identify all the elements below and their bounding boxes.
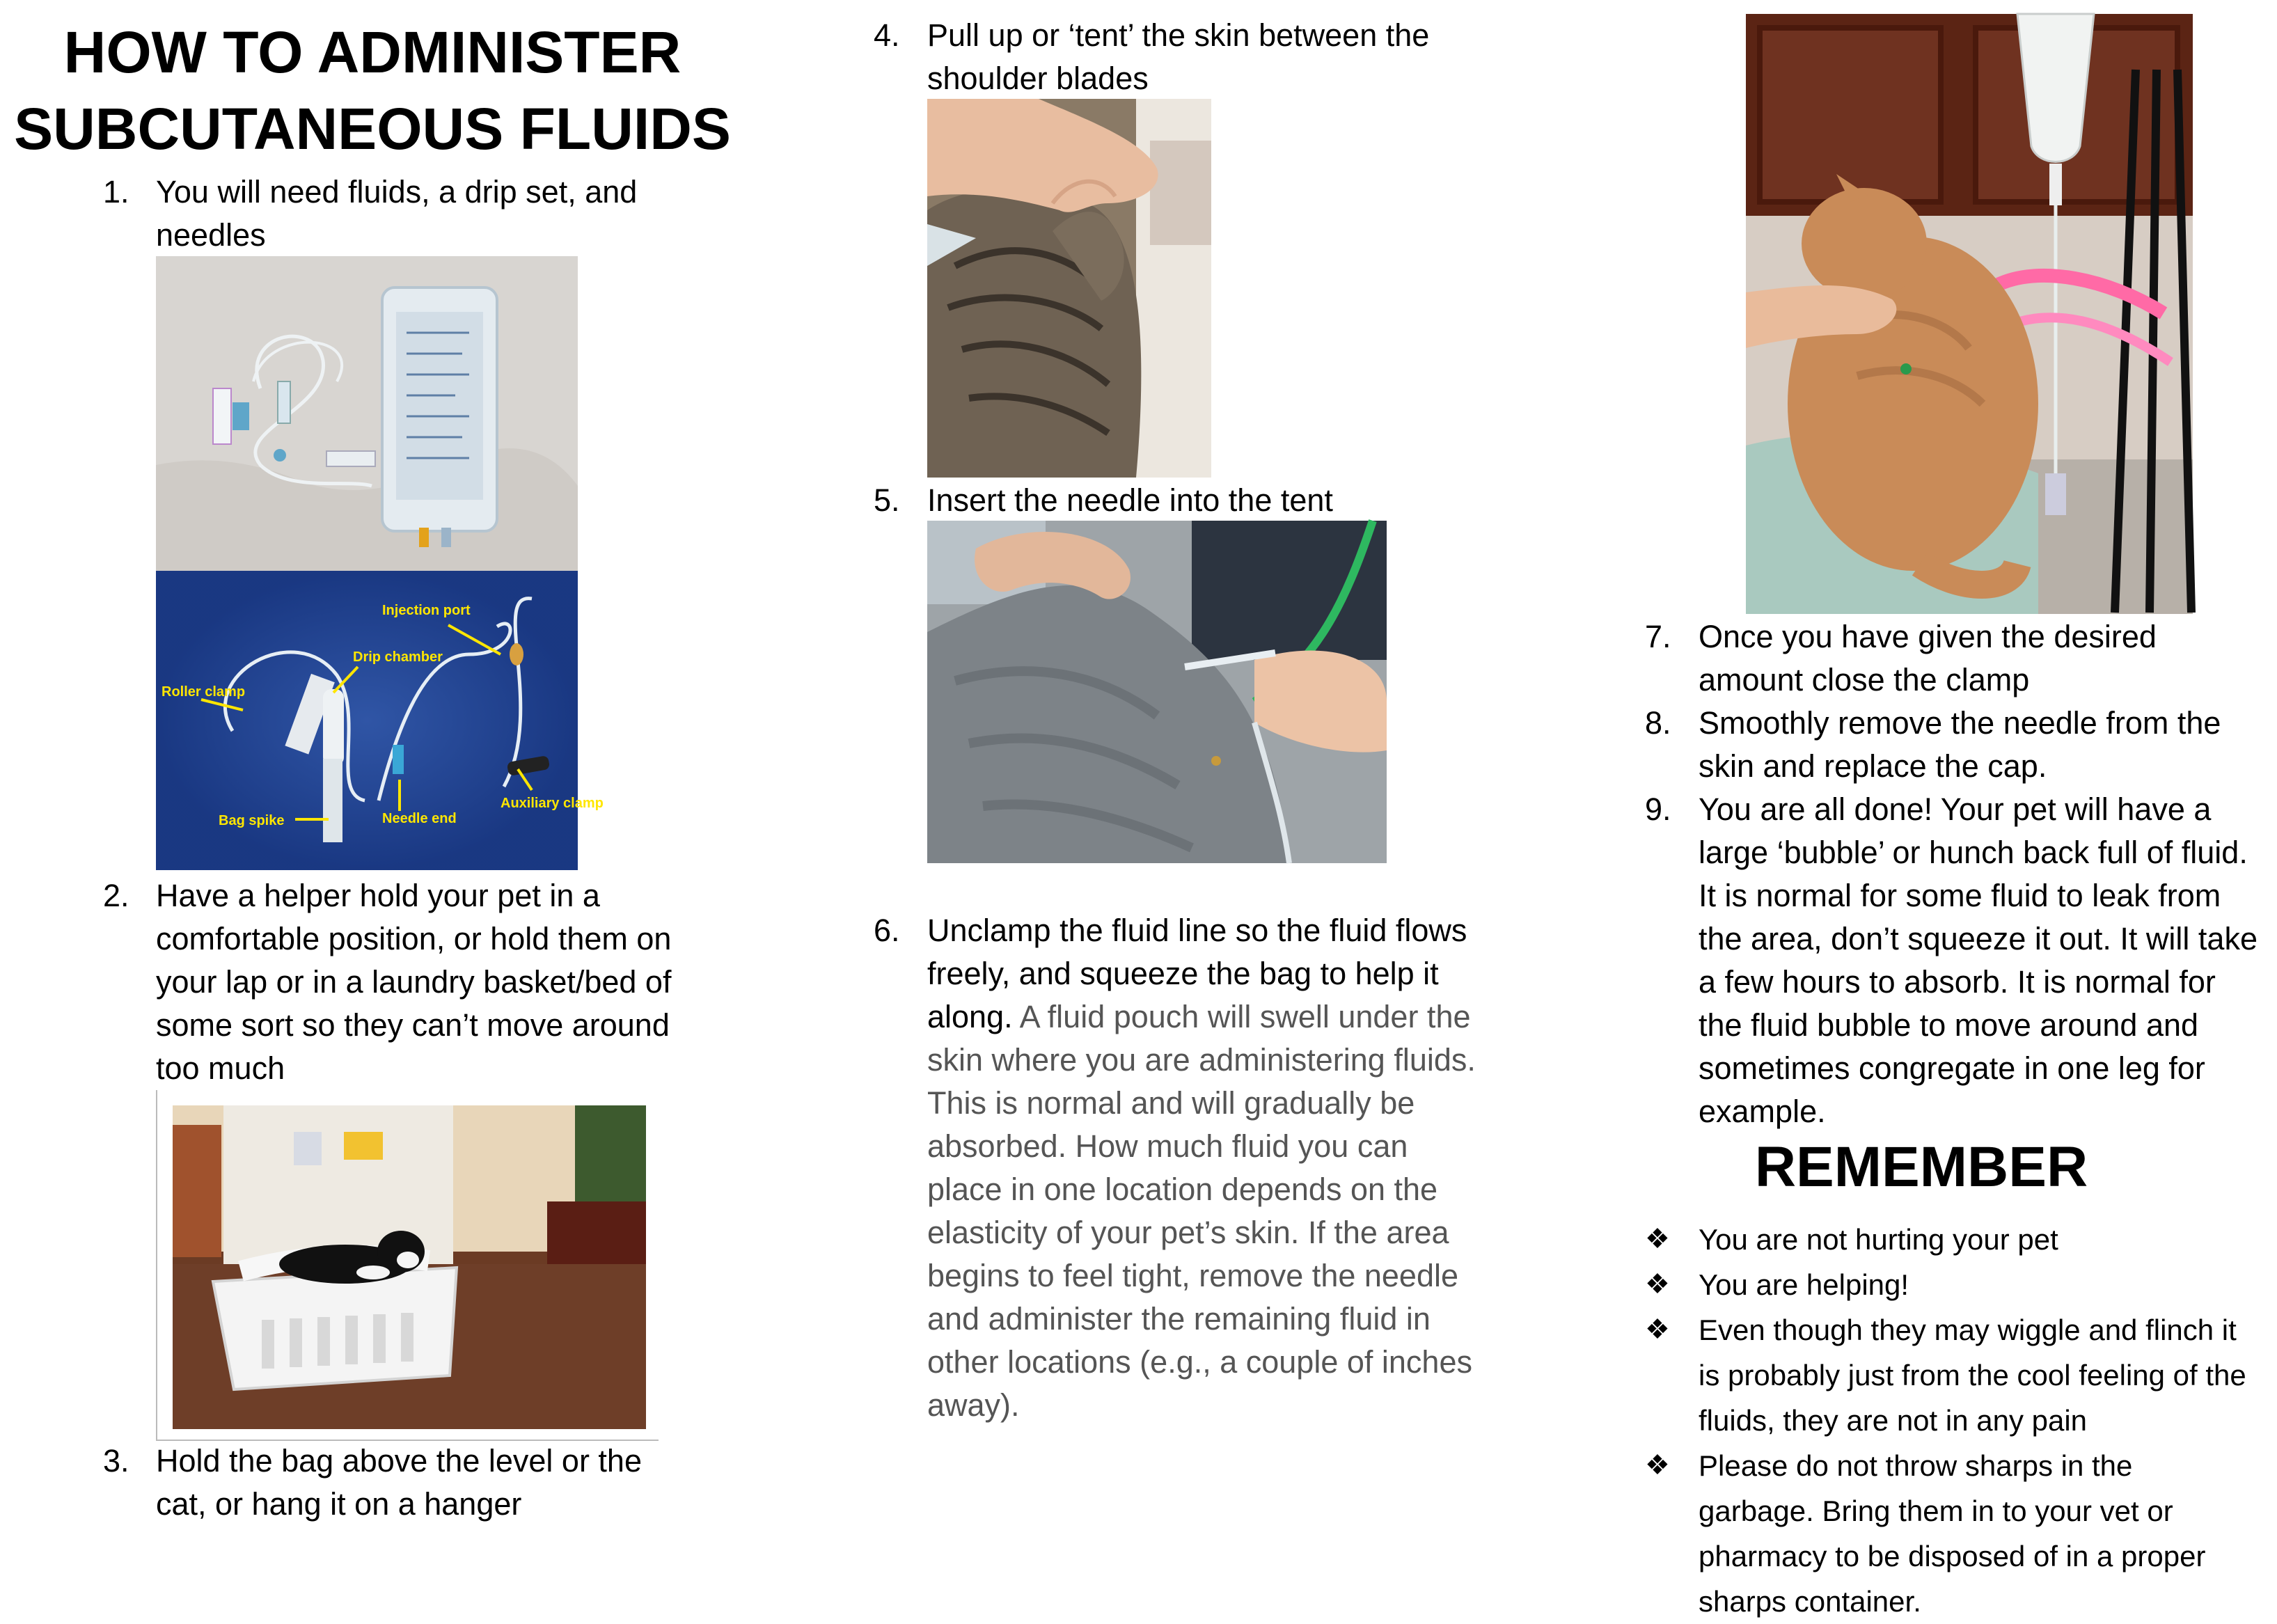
step-6-number: 6. (874, 913, 900, 948)
step-3-text: Hold the bag above the level or the cat, or hang it on a hanger (156, 1443, 642, 1522)
step-8-text: Smoothly remove the needle from the skin and replace the cap. (1699, 705, 2221, 784)
remember-bullet-2: ❖ (1645, 1269, 1670, 1300)
remember-item-4: Please do not throw sharps in the garbage. Bring them in to your vet or pharmacy to be disposed of in a proper sharps container. (1699, 1449, 2206, 1618)
page-title (14, 14, 731, 167)
step-9-text: You are all done! Your pet will have a large ‘bubble’ or hunch back full of fluid. It is normal for some fluid to leak from the area, don’t squeeze it out. It will take a few hours to absorb. It is normal for the fluid bubble to move around and sometimes congregate in one leg for example. (1699, 791, 2258, 1129)
step-6-text-gray: A fluid pouch will swell under the skin where you are administering fluids. This is normal and will gradually be absorbed. How much fluid you can place in one location depends on the elasticity of your pet’s skin. If the area begins to feel tight, remove the needle and administer the remaining fluid in other locations (e.g., a couple of inches away). (927, 999, 1476, 1423)
step-6-text (927, 909, 1477, 1427)
label-needle-end: Needle end (382, 811, 457, 826)
title-line-2: SUBCUTANEOUS FLUIDS (14, 96, 731, 161)
remember-bullet-1: ❖ (1645, 1224, 1670, 1254)
step-2-text: Have a helper hold your pet in a comfortable position, or hold them on your lap or in a laundry basket/bed of some sort so they can’t move around too much (156, 878, 672, 1086)
label-roller-clamp: Roller clamp (161, 684, 246, 700)
fluids-drip-set-photo (156, 256, 578, 571)
step-7-number: 7. (1645, 619, 1671, 654)
step-1-text: You will need fluids, a drip set, and needles (156, 174, 638, 253)
step-4-text: Pull up or ‘tent’ the skin between the shoulder blades (927, 17, 1430, 96)
title-line-1: HOW TO ADMINISTER (63, 19, 681, 85)
step-9-number: 9. (1645, 791, 1671, 827)
remember-item-3: Even though they may wiggle and flinch it is probably just from the cool feeling of the fluids, they are not in any pain (1699, 1314, 2246, 1437)
step-5-number: 5. (874, 482, 900, 518)
label-drip-chamber: Drip chamber (353, 649, 443, 665)
label-bag-spike: Bag spike (219, 813, 285, 828)
step-2-number: 2. (103, 878, 129, 913)
label-auxiliary-clamp: Auxiliary clamp (501, 796, 604, 811)
remember-bullet-3: ❖ (1645, 1314, 1670, 1345)
step-4-number: 4. (874, 17, 900, 53)
label-injection-port: Injection port (382, 603, 471, 618)
cat-receiving-fluids-photo (1746, 14, 2193, 614)
step-6-text-dark: Unclamp the fluid line so the fluid flows freely, and squeeze the bag to help it along. (927, 913, 1467, 1034)
step-5-text: Insert the needle into the tent (927, 482, 1333, 518)
remember-item-1: You are not hurting your pet (1699, 1223, 2058, 1256)
step-3-number: 3. (103, 1443, 129, 1479)
remember-bullet-4: ❖ (1645, 1450, 1670, 1481)
labeled-drip-set-diagram (156, 571, 604, 870)
step-7-text: Once you have given the desired amount close the clamp (1699, 619, 2157, 697)
remember-item-2: You are helping! (1699, 1268, 1909, 1301)
cat-in-laundry-basket-photo (156, 1090, 659, 1441)
step-1-number: 1. (103, 174, 129, 210)
step-8-number: 8. (1645, 705, 1671, 741)
tenting-skin-photo (927, 99, 1211, 478)
inserting-needle-photo (927, 521, 1387, 863)
remember-heading: REMEMBER (1754, 1135, 2088, 1199)
